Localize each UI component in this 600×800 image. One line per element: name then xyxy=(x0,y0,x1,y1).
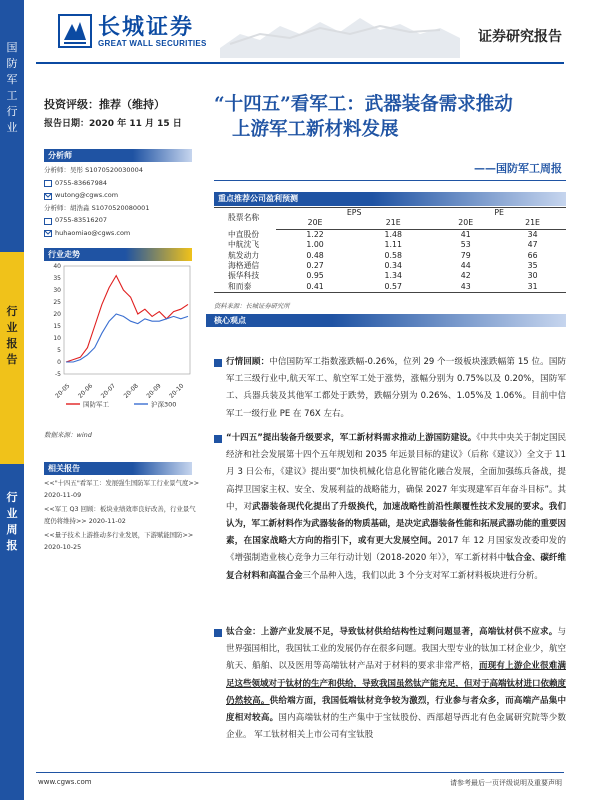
related-section-header: 相关报告 xyxy=(44,462,192,475)
analyst-email[interactable]: huhaomiao@cgws.com xyxy=(55,228,131,237)
legend-label: 国防军工 xyxy=(83,400,109,409)
y-tick-label: 30 xyxy=(53,287,61,294)
para-underline: 而现有上游企业很难满足这些领域对于钛材的生产和供给，导致我国虽然钛产能充足，但对于高端钛材进口依赖度仍然较高。 xyxy=(226,661,567,706)
sidebar-char: 告 xyxy=(6,353,18,366)
chart-source: 数据来源：wind xyxy=(44,431,92,439)
sidebar-char: 业 xyxy=(6,321,18,334)
report-title xyxy=(214,92,574,142)
series-line xyxy=(66,314,188,362)
cell: 0.58 xyxy=(384,250,402,260)
logo-mark-icon xyxy=(58,14,92,48)
cell-name: 中直股份 xyxy=(228,229,260,239)
col-group-pe: PE xyxy=(432,208,566,219)
sidebar-char: 军 xyxy=(6,73,18,86)
cell: 0.48 xyxy=(306,250,324,260)
related-report-link[interactable]: <<军工 Q3 回顾：板块业绩效率良好改善，行业景气度仍将维持>> 2020-11-02 xyxy=(44,505,196,525)
cell: 41 xyxy=(460,229,471,239)
paragraph-market-review xyxy=(214,354,566,423)
col-stock-name: 股票名称 xyxy=(214,208,276,230)
mail-icon xyxy=(44,192,52,199)
analyst-section-header: 分析师 xyxy=(44,149,192,162)
legend-label: 沪深300 xyxy=(151,400,177,409)
col-year: 20E xyxy=(432,218,499,229)
table-row xyxy=(214,261,566,271)
industry-trend-chart xyxy=(44,262,194,412)
table-row xyxy=(214,240,566,250)
para-body: 三个品种入选，我们以此 3 个分支对军工新材料板块进行分析。 xyxy=(302,570,543,581)
sidebar-report-type xyxy=(0,252,24,464)
forecast-table-header: 重点推荐公司盈利预测 xyxy=(214,192,566,206)
analyst-list xyxy=(44,164,194,239)
para-body: 《中共中央关于制定国民经济和社会发展第十四个五年规划和 2035 年远景目标的建议》（后称《建议》）全文于 11 月 3 日公布，《建议》提出要“加快机械化信息化智能化融合发展，全面加强练兵备战，提高捍卫国家主权、安全、发展利益的战略能力，确保 2027 年实现建军百年奋斗目标”。其中，对 xyxy=(226,433,566,512)
forecast-source: 资料来源：长城证券研究所 xyxy=(214,303,290,310)
sidebar-industry-label xyxy=(0,40,24,136)
related-reports-list xyxy=(44,478,200,557)
sidebar-char: 行 xyxy=(6,491,18,504)
paragraph-titanium xyxy=(214,624,566,744)
cell-name: 振华科技 xyxy=(228,271,260,281)
related-report-link[interactable]: <<"十四五"看军工：发展强生国防军工行业景气度>> 2020-11-09 xyxy=(44,479,200,499)
cell: 1.34 xyxy=(384,271,402,281)
company-logo xyxy=(58,14,207,48)
sidebar-char: 工 xyxy=(6,89,18,102)
analyst-row xyxy=(44,202,194,215)
col-year: 21E xyxy=(499,218,566,229)
cell: 0.41 xyxy=(276,282,354,293)
cell: 1.22 xyxy=(306,229,324,239)
sidebar-char: 行 xyxy=(6,305,18,318)
x-tick-label: 20-07 xyxy=(99,382,118,400)
y-tick-label: 40 xyxy=(53,263,61,270)
cell: 0.57 xyxy=(354,282,432,293)
analyst-text: 分析师：吴彤 S1070520030004 xyxy=(44,166,143,174)
y-tick-label: -5 xyxy=(55,371,61,378)
bullet-icon xyxy=(214,359,222,367)
cell: 35 xyxy=(527,261,538,271)
para-body: 2017 年 12 月国家发改委印发的《增强制造业核心竞争力三年行动计划（2018-2020 年）》，军工新材料中 xyxy=(226,536,566,564)
para-lead: 行情回顾： xyxy=(226,357,270,367)
cell-name: 海格通信 xyxy=(228,261,260,271)
analyst-phone: 0755-83516207 xyxy=(55,216,107,224)
paragraph-14th-five-year xyxy=(214,430,566,585)
sidebar-char: 行 xyxy=(6,105,18,118)
investment-rating xyxy=(44,96,165,112)
table-row xyxy=(214,271,566,281)
report-type: 证券研究报告 xyxy=(478,29,562,45)
analyst-row xyxy=(44,189,194,202)
col-group-eps: EPS xyxy=(276,208,432,219)
cell: 0.27 xyxy=(306,261,324,271)
y-tick-label: 0 xyxy=(57,359,61,366)
logo-cn: 长城证券 xyxy=(98,13,195,40)
para-bold: 武器装备现代化提出了升级换代，加速战略性前沿性颠覆性技术发展的要求。我们认为，军工新材料作为武器装备的物质基础，是决定武器装备性能和拓展武器功能的重要因素，在国家战略大方向的指引下，或有更大发展空间。 xyxy=(226,501,567,547)
para-lead: “十四五”提出装备升级要求，军工新材料需求推动上游国防建设。 xyxy=(226,433,477,443)
analyst-text: 分析师：胡浩淼 S1070520080001 xyxy=(44,203,150,212)
para-body: 与世界强国相比，我国钛工业的发展仍存在很多问题。我国大型专业的钛加工材企业少，航空航天、船舶、以及医用等高端钛材产品对于材料的要求非常严格， xyxy=(226,627,567,672)
title-line-2: 上游军工新材料发展 xyxy=(232,119,399,140)
para-bold: 钛合金、碳纤维复合材料和高温合金 xyxy=(226,553,566,581)
cell-name: 和而泰 xyxy=(214,282,276,293)
report-subtitle: ——国防军工周报 xyxy=(474,162,562,175)
y-tick-label: 10 xyxy=(53,335,61,342)
footer-divider xyxy=(36,772,564,773)
y-tick-label: 15 xyxy=(53,323,61,330)
core-views-header: 核心观点 xyxy=(206,314,566,327)
page-header xyxy=(0,0,600,62)
y-tick-label: 5 xyxy=(57,347,61,354)
x-tick-label: 20-09 xyxy=(145,382,163,400)
cell: 34 xyxy=(527,229,538,239)
col-year: 21E xyxy=(354,218,432,229)
sidebar-char: 报 xyxy=(6,539,18,552)
date-label: 报告日期： xyxy=(44,119,90,129)
cell: 1.48 xyxy=(384,229,402,239)
phone-icon xyxy=(44,217,52,224)
cell-name: 中航沈飞 xyxy=(228,240,260,250)
title-line-1: “十四五”看军工：武器装备需求推动 xyxy=(214,94,513,115)
sidebar-char: 周 xyxy=(6,523,18,536)
trend-section-header: 行业走势 xyxy=(44,248,192,261)
para-bold: 供给端方面，我国低端钛材竞争较为激烈，行业参与者众多，而高端产品集中度相对较高。 xyxy=(226,695,566,724)
rating-value: 推荐（维持） xyxy=(99,98,165,111)
x-tick-label: 20-08 xyxy=(122,382,140,400)
mail-icon xyxy=(44,229,52,236)
sidebar-char: 国 xyxy=(6,41,18,54)
cell: 0.95 xyxy=(306,271,324,281)
cell: 44 xyxy=(460,261,471,271)
para-body: 中信国防军工指数涨跌幅-0.26%，位列 29 个一级板块涨跌幅第 15 位。国防军工三级行业中,航天军工、航空军工处于涨势，涨幅分别为 0.75%以及 0.20%，国防军工、兵器兵装及其他军工都处于跌势，跌幅分别为 0.26%、1.05%及 1.06%。目前中信军工一级行业 PE 在 76X 左右。 xyxy=(226,357,566,419)
left-sidebar xyxy=(0,0,24,800)
cell: 31 xyxy=(499,282,566,293)
x-tick-label: 20-10 xyxy=(168,382,186,400)
analyst-row xyxy=(44,177,194,190)
date-value: 2020 年 11 月 15 日 xyxy=(89,119,182,129)
x-tick-label: 20-05 xyxy=(54,382,72,400)
analyst-email[interactable]: wutong@cgws.com xyxy=(55,191,119,199)
analyst-row xyxy=(44,214,194,227)
cell: 30 xyxy=(527,271,538,281)
cell: 1.11 xyxy=(384,240,402,250)
x-tick-label: 20-06 xyxy=(76,382,95,400)
cell: 79 xyxy=(460,250,471,260)
sidebar-char: 报 xyxy=(6,337,18,350)
table-row xyxy=(214,251,566,261)
sidebar-char: 防 xyxy=(6,57,18,70)
para-body: 国内高端钛材的生产集中于宝钛股份、西部超导西北有色金属研究院等少数企业。 军工钛材相关上市公司有宝钛股 xyxy=(226,713,566,741)
subtitle-divider xyxy=(214,180,566,181)
analyst-phone: 0755-83667984 xyxy=(55,178,107,187)
sidebar-char: 业 xyxy=(6,121,18,134)
cell: 47 xyxy=(527,240,538,250)
cell: 42 xyxy=(460,271,471,281)
analyst-row xyxy=(44,227,194,240)
cell: 1.00 xyxy=(306,240,324,250)
col-year: 20E xyxy=(276,218,354,229)
bullet-icon xyxy=(214,435,222,443)
cell: 66 xyxy=(527,250,538,260)
great-wall-banner-image xyxy=(220,4,460,58)
cell: 43 xyxy=(432,282,499,293)
sidebar-weekly-label xyxy=(0,490,24,554)
y-tick-label: 35 xyxy=(53,275,61,282)
sidebar-char: 业 xyxy=(6,507,18,520)
footer-note: 请参考最后一页评级说明及重要声明 xyxy=(450,779,562,787)
analyst-row xyxy=(44,164,194,177)
y-tick-label: 25 xyxy=(53,299,61,306)
bullet-icon xyxy=(214,629,222,637)
y-tick-label: 20 xyxy=(53,311,61,318)
cell: 53 xyxy=(460,240,471,250)
related-report-link[interactable]: <<量子技术上游推动多行业发展，下游赋能国防>> 2020-10-25 xyxy=(44,531,194,551)
rating-label: 投资评级： xyxy=(44,98,99,111)
cell-name: 航发动力 xyxy=(228,250,260,260)
phone-icon xyxy=(44,179,52,186)
table-row xyxy=(214,229,566,240)
footer-url[interactable]: www.cgws.com xyxy=(38,778,92,786)
para-lead: 钛合金：上游产业发展不足，导致钛材供给结构性过剩问题显著，高端钛材供不应求。 xyxy=(226,627,558,637)
forecast-table xyxy=(214,207,566,293)
cell: 0.34 xyxy=(384,261,402,271)
table-row xyxy=(214,282,566,293)
logo-en: GREAT WALL SECURITIES xyxy=(98,38,207,48)
report-date xyxy=(44,116,182,129)
header-divider xyxy=(36,62,564,64)
